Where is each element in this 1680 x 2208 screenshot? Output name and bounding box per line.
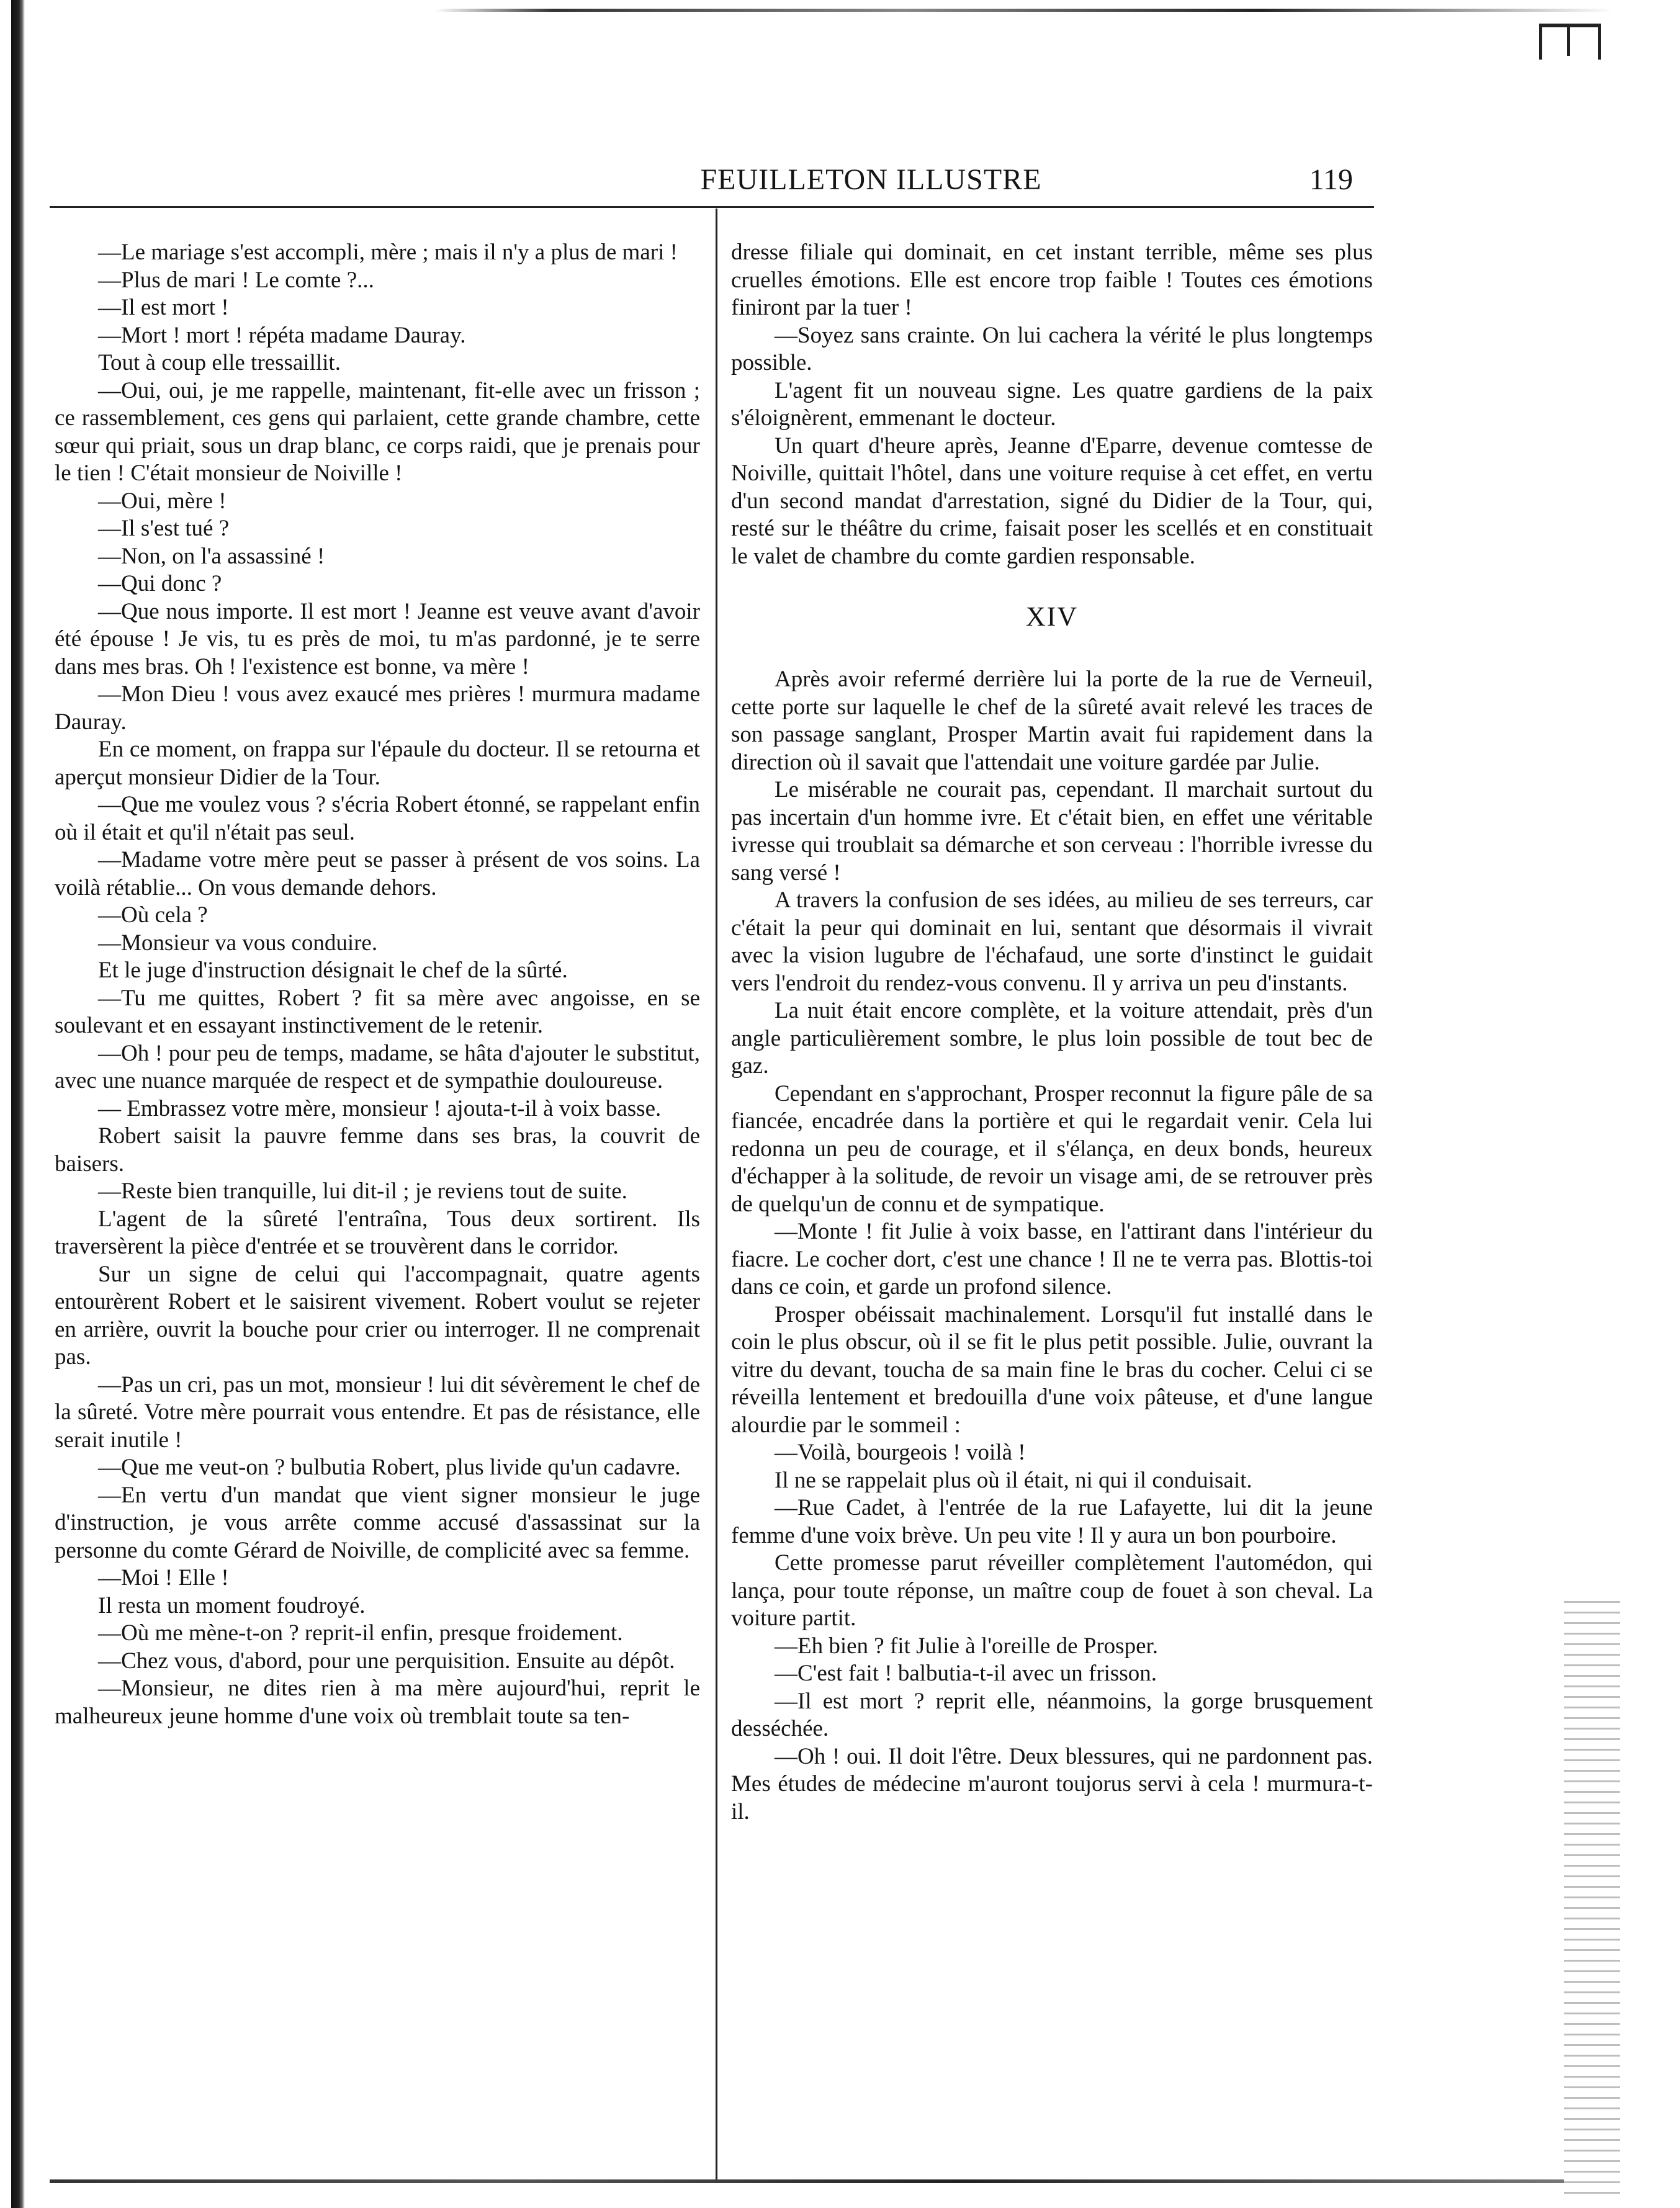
paragraph: —Madame votre mère peut se passer à présent de vos soins. La voilà rétablie... On vous demande dehors. [55,847,700,900]
paragraph: —Il s'est tué ? [98,516,230,541]
paragraph: —Monsieur, ne dites rien à ma mère aujourd'hui, reprit le malheureux jeune homme d'une voix où tremblait toute sa ten- [55,1676,700,1729]
paragraph: L'agent fit un nouveau signe. Les quatre gardiens de la paix s'éloignèrent, emmenant le docteur. [731,377,1373,431]
paragraph: —Moi ! Elle ! [98,1565,229,1591]
paragraph: A travers la confusion de ses idées, au milieu de ses terreurs, car c'était la peur qui dominait en lui, sentant que désormais il vivrait avec la vision lugubre de l'échafaud, une sorte d'instinct le guidait vers l'endroit du rendez-vous convenu. Il y arriva un peu d'instants. [731,887,1373,996]
paragraph: —Mon Dieu ! vous avez exaucé mes prières ! murmura madame Dauray. [55,681,700,735]
paragraph: Un quart d'heure après, Jeanne d'Eparre, devenue comtesse de Noiville, quittait l'hôtel, dans une voiture requise à cet effet, en vertu d'un second mandat d'arrestation, signé du Didier de la Tour, qui, resté sur le théâtre du crime, faisait poser les scellés et en constituait le valet de chambre du comte gardien responsable. [731,433,1373,569]
paragraph: Il ne se rappelait plus où il était, ni qui il conduisait. [775,1467,1252,1493]
paragraph: —Pas un cri, pas un mot, monsieur ! lui dit sévèrement le chef de la sûreté. Votre mère pourrait vous entendre. Et pas de résistance, elle serait inutile ! [55,1371,700,1453]
paragraph: —Que nous importe. Il est mort ! Jeanne est veuve avant d'avoir été épouse ! Je vis, tu es près de moi, tu m'as pardonné, je te serre dans mes bras. Oh ! l'existence est bonne, va mère ! [55,598,700,680]
paragraph: —Il est mort ! [98,295,229,320]
page-number: 119 [1309,163,1353,196]
paragraph: Prosper obéissait machinalement. Lorsqu'il fut installé dans le coin le plus obscur, où il se fit le plus petit possible. Julie, ouvrant la vitre du devant, toucha de sa main fine le bras du cocher. Celui ci se réveilla lentement et bredouilla d'une voix pâteuse, et d'une langue alourdie par le sommeil : [731,1301,1373,1438]
paragraph: —Tu me quittes, Robert ? fit sa mère avec angoisse, en se soulevant et en essayant instinctivement de le retenir. [55,985,700,1038]
paragraph: —En vertu d'un mandat que vient signer monsieur le juge d'instruction, je vous arrête comme accusé d'assassinat sur la personne du comte Gérard de Noiville, de complicité avec sa femme. [55,1482,700,1563]
page-left-edge-scan-shadow [11,0,25,2208]
header-rule [50,206,1374,208]
paragraph: —Monte ! fit Julie à voix basse, en l'attirant dans l'intérieur du fiacre. Le cocher dort, c'est une chance ! Il ne te verra pas. Blottis-toi dans ce coin, et garde un profond silence. [731,1219,1373,1299]
paragraph: —Oh ! oui. Il doit l'être. Deux blessures, qui ne pardonnent pas. Mes études de médecine m'auront toujorus servi à cela ! murmura-t-il. [731,1743,1373,1824]
paragraph: —Eh bien ? fit Julie à l'oreille de Prosper. [775,1633,1159,1659]
paragraph: —Que me voulez vous ? s'écria Robert étonné, se rappelant enfin où il était et qu'il n'était pas seul. [55,792,700,845]
page-bottom-edge-scan-mark [50,2179,1564,2183]
running-header-title: FEUILLETON ILLUSTRE [700,163,1042,196]
page-top-edge-scan-mark [434,9,1614,12]
paragraph: —Où me mène-t-on ? reprit-il enfin, presque froidement. [98,1620,623,1646]
paragraph: —Rue Cadet, à l'entrée de la rue Lafayette, lui dit la jeune femme d'une voix brève. Un peu vite ! Il y aura un bon pourboire. [731,1495,1373,1548]
paragraph: —Où cela ? [98,902,208,928]
paragraph: —Plus de mari ! Le comte ?... [98,267,374,293]
paragraph: Il resta un moment foudroyé. [98,1592,366,1618]
paragraph: —Monsieur va vous conduire. [98,930,378,956]
paragraph: Et le juge d'instruction désignait le chef de la sûrté. [98,958,568,983]
paragraph: —Soyez sans crainte. On lui cachera la vérité le plus longtemps possible. [731,322,1373,375]
paragraph: —Mort ! mort ! répéta madame Dauray. [98,322,466,348]
paragraph: —C'est fait ! balbutia-t-il avec un frisson. [775,1661,1157,1686]
right-column [731,239,1373,1826]
paragraph: — Embrassez votre mère, monsieur ! ajouta-t-il à voix basse. [98,1095,662,1121]
paragraph: —Oui, oui, je me rappelle, maintenant, fit-elle avec un frisson ; ce rassemblement, ces gens qui parlaient, cette grande chambre, cette sœur qui priait, sous un drap blanc, ce corps raidi, que je prenais pour le tien ! C'était monsieur de Noiville ! [55,377,700,486]
paragraph: —Reste bien tranquille, lui dit-il ; je reviens tout de suite. [98,1178,627,1204]
paragraph: Cependant en s'approchant, Prosper reconnut la figure pâle de sa fiancée, encadrée dans la portière et qui le regardait venir. Cela lui redonna un peu de courage, et il s'élança, en deux bonds, heureux d'échapper à la solitude, de revoir un visage ami, de se retrouver près de quelqu'un de connu et de sympatique. [731,1080,1373,1217]
paragraph: Cette promesse parut réveiller complètement l'automédon, qui lança, pour toute réponse, un maître coup de fouet à son cheval. La voiture partit. [731,1550,1373,1631]
paragraph: —Que me veut-on ? bulbutia Robert, plus livide qu'un cadavre. [98,1455,681,1480]
paragraph: Sur un signe de celui qui l'accompagnait, quatre agents entourèrent Robert et le saisirent vivement. Robert voulut se rejeter en arrière, ouvrit la bouche pour crier ou interroger. Il ne comprenait pas. [55,1261,700,1370]
paragraph: —Chez vous, d'abord, pour une perquisition. Ensuite au dépôt. [98,1648,675,1674]
corner-binding-mark [1539,24,1601,60]
column-divider [716,209,717,2182]
right-column-top-text [731,239,1373,570]
chapter-heading: XIV [1025,601,1079,632]
paragraph: —Oui, mère ! [98,488,227,514]
paragraph: Le misérable ne courait pas, cependant. Il marchait surtout du pas incertain d'un homme ivre. Et c'était bien, en effet une véritable ivresse qui troublait sa démarche et son cerveau : l'horrible ivresse du sang versé ! [731,777,1373,886]
page-right-edge-speckle [1564,1601,1620,2197]
paragraph: —Non, on l'a assassiné ! [98,543,325,569]
paragraph: Après avoir refermé derrière lui la porte de la rue de Verneuil, cette porte sur laquelle le chef de la sûreté avait relevé les traces de son passage sanglant, Prosper Martin avait fui rapidement dans la direction où il savait que l'attendait une voiture gardée par Julie. [731,666,1373,775]
paragraph: En ce moment, on frappa sur l'épaule du docteur. Il se retourna et aperçut monsieur Didier de la Tour. [55,737,700,790]
paragraph: L'agent de la sûreté l'entraîna, Tous deux sortirent. Ils traversèrent la pièce d'entrée et se trouvèrent dans le corridor. [55,1206,700,1259]
right-column-chapter-text [731,666,1373,1826]
paragraph: —Il est mort ? reprit elle, néanmoins, la gorge brusquement desséchée. [731,1688,1373,1741]
paragraph: dresse filiale qui dominait, en cet instant terrible, même ses plus cruelles émotions. Elle est encore trop faible ! Toutes ces émotions finiront par la tuer ! [731,240,1373,320]
paragraph: —Voilà, bourgeois ! voilà ! [775,1440,1026,1465]
paragraph: —Qui donc ? [98,571,222,596]
paragraph: La nuit était encore complète, et la voiture attendait, près d'un angle particulièrement sombre, le plus loin possible de tout bec de gaz. [731,998,1373,1079]
paragraph: —Oh ! pour peu de temps, madame, se hâta d'ajouter le substitut, avec une nuance marquée de respect et de sympathie douloureuse. [55,1040,700,1093]
paragraph: Tout à coup elle tressaillit. [98,350,341,375]
left-column [55,239,700,1730]
paragraph: Robert saisit la pauvre femme dans ses bras, la couvrit de baisers. [55,1123,700,1177]
paragraph: —Le mariage s'est accompli, mère ; mais il n'y a plus de mari ! [98,240,678,265]
